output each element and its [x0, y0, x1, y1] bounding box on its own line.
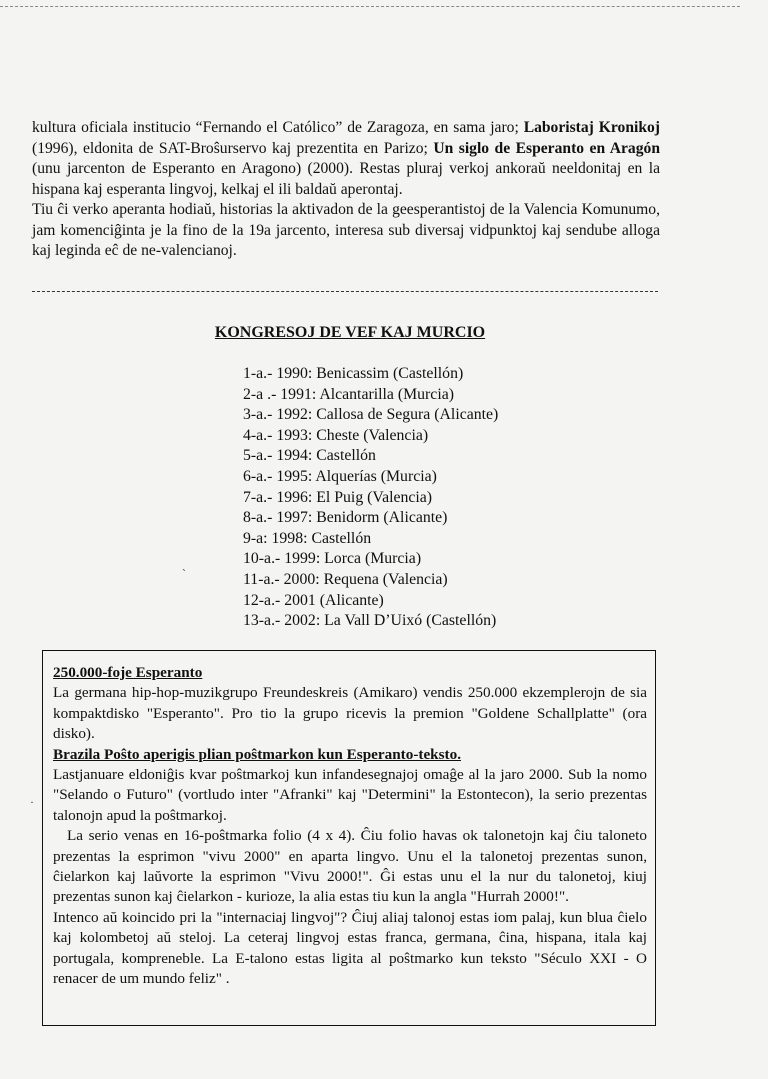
list-item: 3-a.- 1992: Callosa de Segura (Alicante): [243, 406, 499, 424]
news-box: [42, 650, 656, 1026]
list-item: 13-a.- 2002: La Vall D’Uixó (Castellón): [243, 612, 497, 630]
list-item: 11-a.- 2000: Requena (Valencia): [243, 570, 448, 588]
section-separator: [32, 291, 658, 292]
list-item: 4-a.- 1993: Cheste (Valencia): [243, 426, 429, 444]
stray-mark: ˴: [182, 561, 186, 575]
list-item: 1-a.- 1990: Benicassim (Castellón): [243, 365, 464, 382]
news-title-esperanto-album: 250.000-foje Esperanto: [53, 664, 203, 681]
news-title-brazil-stamp: Brazila Poŝto aperigis plian poŝtmarkon kun Esperanto-teksto.: [53, 745, 461, 763]
news-paragraph: La germana hip-hop-muzikgrupo Freundeskreis (Amikaro) vendis 250.000 ekzemplerojn de sia kompaktdisko "Esperanto". Pro tio la grupo ricevis la premion "Goldene Schallplatte" (ora disko).: [53, 684, 647, 743]
news-paragraph: La serio venas en 16-poŝtmarka folio (4 x 4). Ĉiu folio havas ok talonetojn kaj ĉiu taloneto prezentas la esprimon "vivu 2000" en aparta lingvo. Unu el la talonetoj prezentas sunon, ĉielarkon kaj laŭvorte la esprimon "Vivu 2000!". Ĝi estas unu el la nur du talonetoj, kiuj prezentas sunon kaj ĉielarkon - kurioze, la alia estas tiu kun la angla "Hurrah 2000!".: [53, 827, 647, 906]
top-border: [0, 6, 740, 7]
list-item: 2-a .- 1991: Alcantarilla (Murcia): [243, 385, 454, 403]
stray-mark: ·: [30, 795, 34, 809]
news-paragraph: Intenco aŭ koincido pri la "internaciaj lingvoj"? Ĉiuj aliaj talonoj estas iom palaj, kun blua ĉielo kaj kolombetoj aŭ steloj. La ceteraj lingvoj estas franca, germana, ĉina, hispana, itala kaj portugala, kompreneble. La E-talono estas ligita al poŝtmarko kun teksto "Século XXI - O renacer de um mundo feliz" .: [53, 908, 647, 988]
kongresoj-title: KONGRESOJ DE VEF KAJ MURCIO: [214, 324, 486, 341]
list-item: 6-a.- 1995: Alquerías (Murcia): [243, 467, 437, 485]
list-item: 7-a.- 1996: El Puig (Valencia): [243, 488, 433, 506]
intro-text: [32, 118, 660, 262]
list-item: 5-a.- 1994: Castellón: [243, 447, 376, 465]
news-paragraph: Lastjanuare eldoniĝis kvar poŝtmarkoj kun infandesegnajoj omaĝe al la jaro 2000. Sub la nomo "Selando o Futuro" (vortludo inter "Afranki" kaj "Determini" la Estontecon), la serio prezentas talonojn apud la poŝtmarkoj.: [53, 766, 647, 824]
list-item: 12-a.- 2001 (Alicante): [243, 591, 384, 609]
kongresoj-list: [243, 364, 498, 632]
list-item: 9-a: 1998: Castellón: [243, 529, 372, 547]
list-item: 10-a.- 1999: Lorca (Murcia): [243, 550, 422, 568]
intro-paragraph-1: kultura oficiala institucio “Fernando el Católico” de Zaragoza, en sama jaro; Laboristaj Kronikoj (1996), eldonita de SAT-Broŝurservo kaj prezentita en Parizo; Un siglo de Esperanto en Aragón (unu jarcenton de Esperanto en Aragono) (2000). Restas pluraj verkoj ankoraŭ neeldonitaj en la hispana kaj esperanta lingvoj, kelkaj el ili baldaŭ aperontaj.: [32, 119, 660, 198]
book-title-un-siglo: Un siglo de Esperanto en Aragón: [433, 139, 660, 157]
intro-paragraph-2: Tiu ĉi verko aperanta hodiaŭ, historias la aktivadon de la geesperantistoj de la Valencia Komunumo, jam komenciĝinta je la fino de la 19a jarcento, interesa sub diversaj vidpunktoj kaj sendube alloga kaj leginda eĉ de ne-valencianoj.: [32, 201, 660, 259]
list-item: 8-a.- 1997: Benidorm (Alicante): [243, 509, 448, 527]
book-title-laboristaj: Laboristaj Kronikoj: [523, 119, 660, 136]
